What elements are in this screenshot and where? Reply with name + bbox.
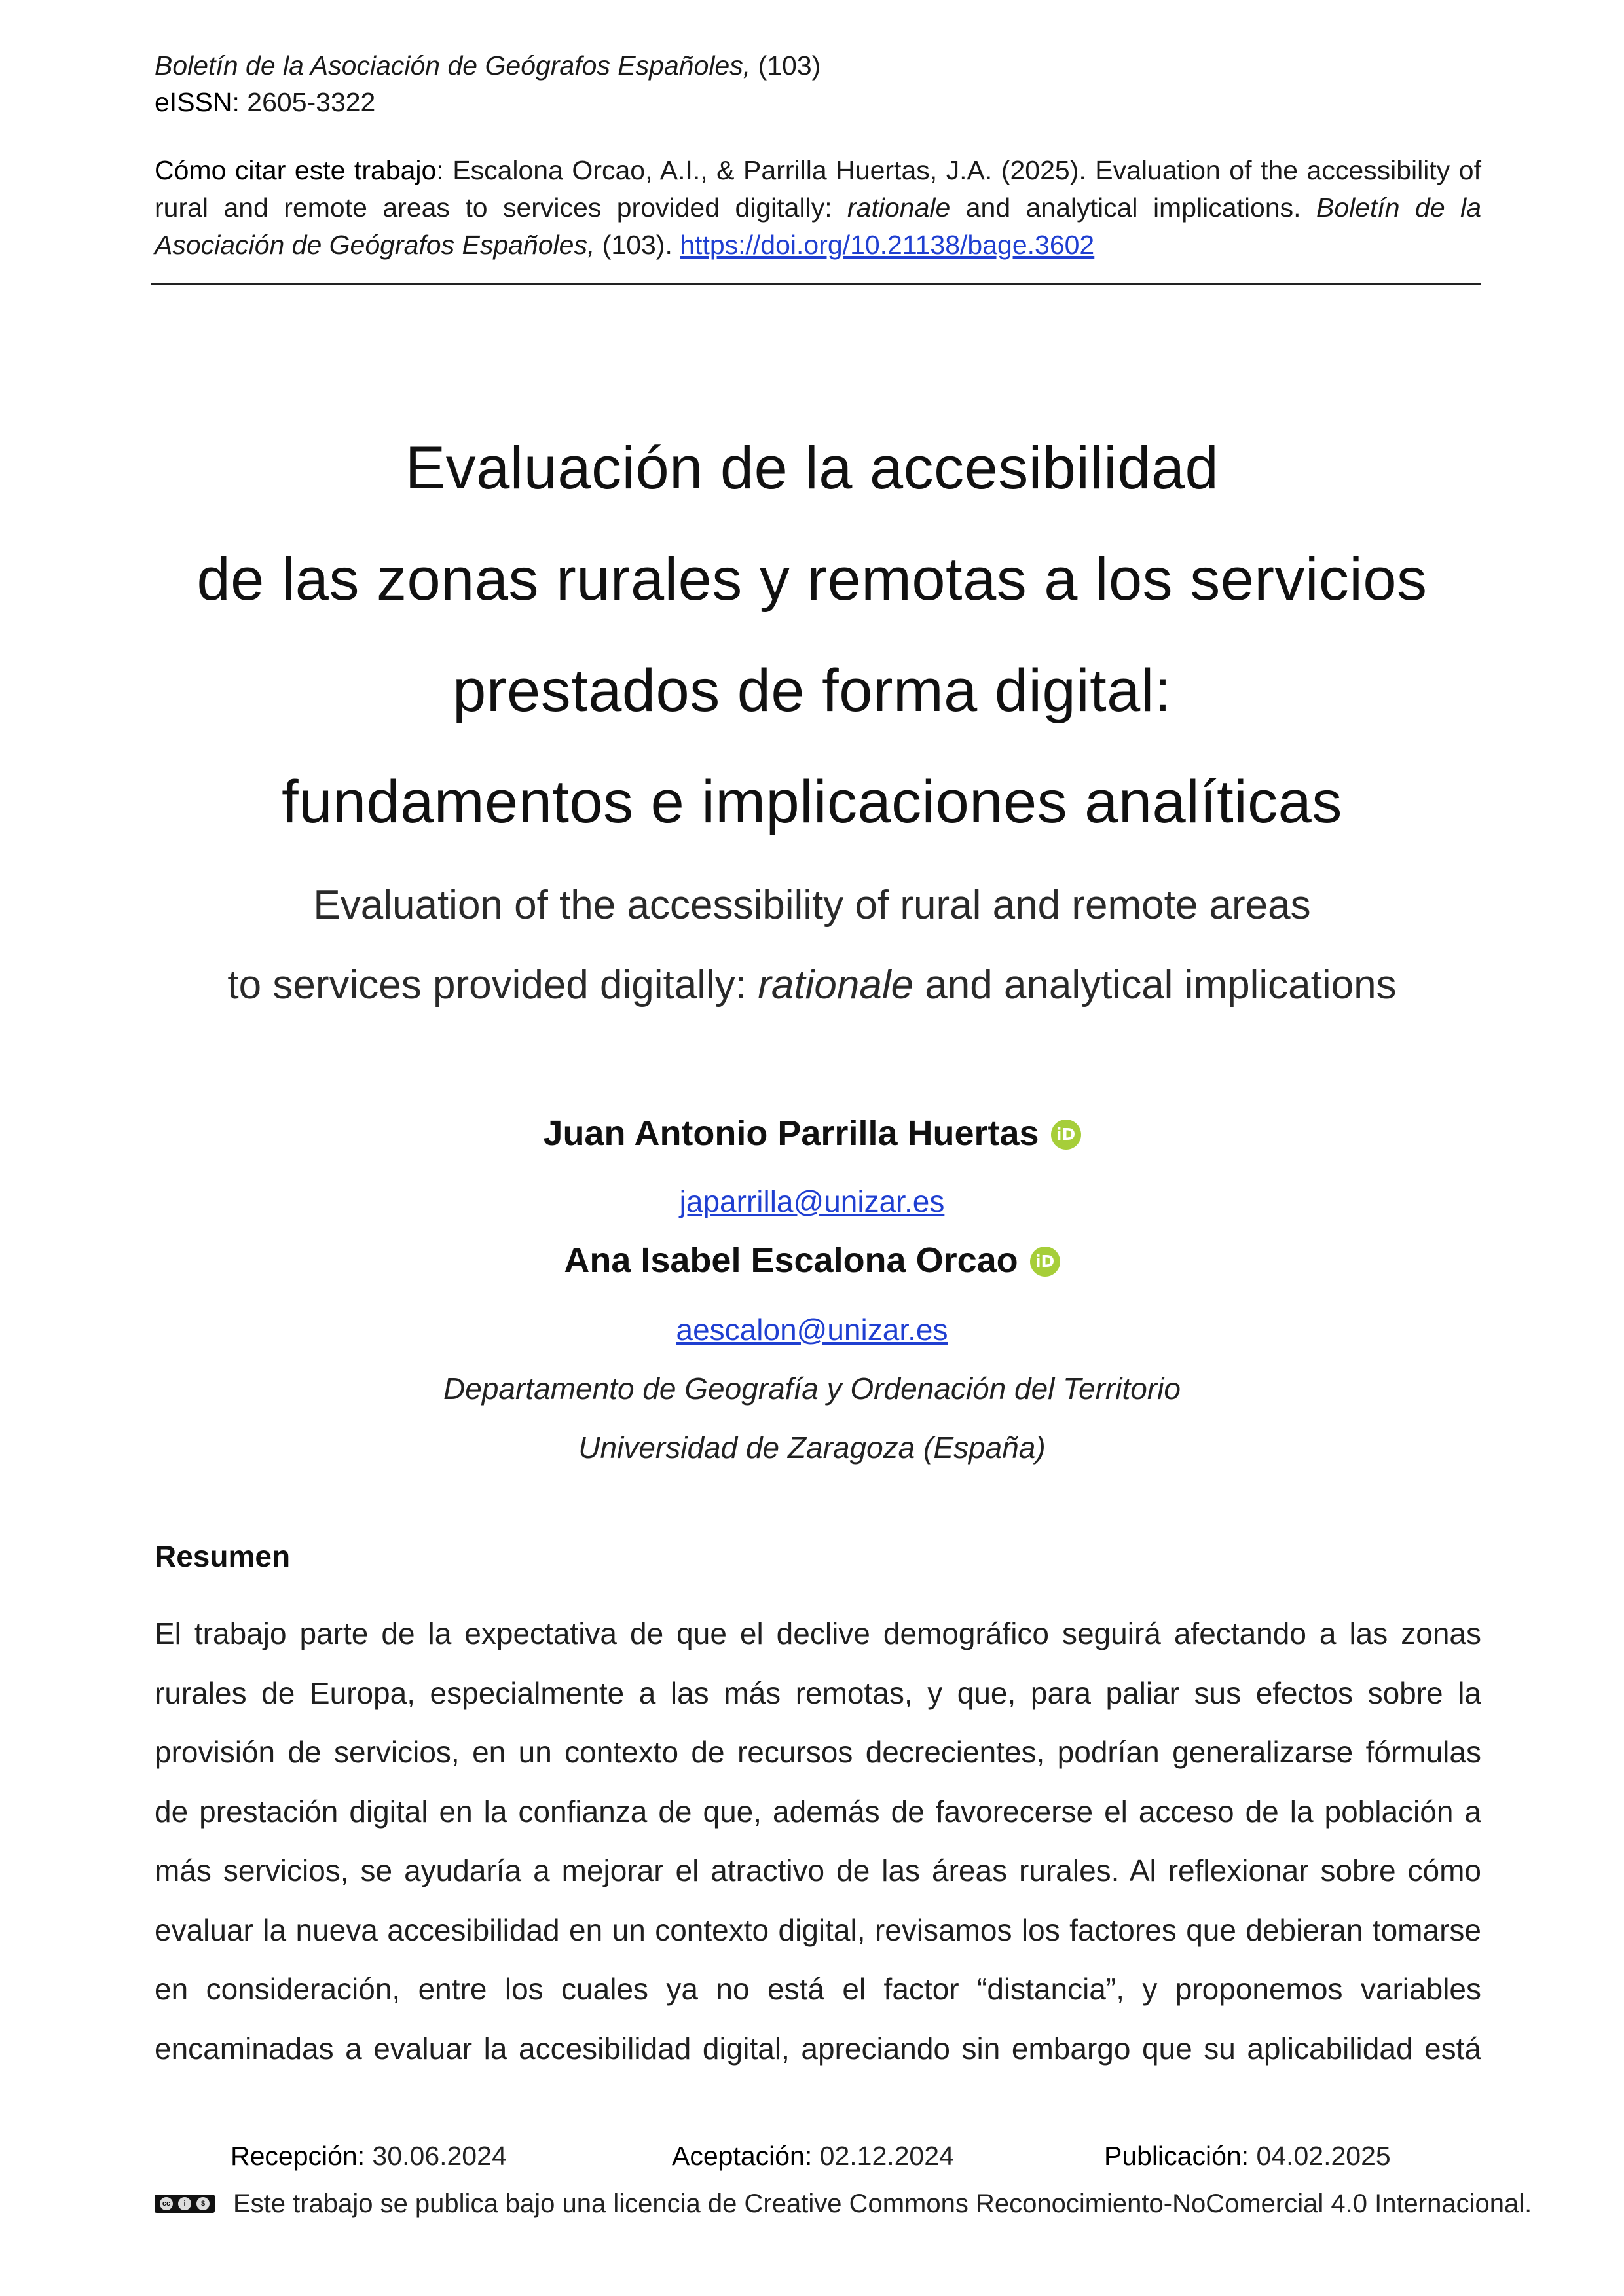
journal-header <box>155 47 1481 84</box>
cc-icon: cc <box>158 2196 174 2212</box>
journal-name: Boletín de la Asociación de Geógrafos Españoles, <box>155 50 751 81</box>
publication-date <box>1104 2141 1391 2172</box>
abstract-body <box>155 1604 1481 2078</box>
author-name-1 <box>0 1113 1624 1154</box>
title-line: prestados de forma digital: <box>452 657 1172 724</box>
citation-block <box>155 152 1481 264</box>
title-line: fundamentos e implicaciones analíticas <box>282 769 1342 835</box>
author-email-1 <box>0 1184 1624 1219</box>
nc-icon: $ <box>195 2196 211 2212</box>
citation-label: Cómo citar este trabajo: <box>155 155 444 185</box>
header-divider <box>151 283 1481 285</box>
reception-date <box>231 2141 507 2172</box>
acceptance-value: 02.12.2024 <box>812 2141 954 2171</box>
affiliation-department: Departamento de Geografía y Ordenación del Territorio <box>443 1372 1181 1406</box>
affiliation-university: Universidad de Zaragoza (España) <box>578 1430 1046 1465</box>
citation-journal: Boletín de la Asociación de Geógrafos Españoles, <box>155 192 1481 260</box>
english-title-part-a: to services provided digitally: <box>227 962 758 1008</box>
doi-link[interactable]: https://doi.org/10.21138/bage.3602 <box>680 230 1095 260</box>
reception-value: 30.06.2024 <box>365 2141 507 2171</box>
title-line: Evaluación de la accesibilidad <box>405 435 1219 501</box>
abstract-heading: Resumen <box>155 1539 291 1573</box>
cc-by-nc-icon[interactable] <box>155 2195 215 2213</box>
english-title-line-1: Evaluation of the accessibility of rural and remote areas <box>313 883 1311 928</box>
issn-line <box>155 84 1481 120</box>
english-title-line-2 <box>131 945 1493 1025</box>
acceptance-label: Aceptación: <box>672 2141 813 2171</box>
issn-label: eISSN: <box>155 87 240 117</box>
abstract-line: más servicios, se ayudaría a mejorar el atractivo de las áreas rurales. Al reflexionar sobre cómo <box>155 1853 1481 1887</box>
citation-text-2: and analytical implications. <box>950 192 1316 223</box>
publication-label: Publicación: <box>1104 2141 1249 2171</box>
author-name: Ana Isabel Escalona Orcao <box>564 1241 1018 1280</box>
publication-value: 04.02.2025 <box>1249 2141 1391 2171</box>
email-link[interactable]: japarrilla@unizar.es <box>679 1184 945 1218</box>
issn-value: 2605-3322 <box>239 87 376 117</box>
abstract-line: rurales de Europa, especialmente a las más remotas, y que, para paliar sus efectos sobre la <box>155 1675 1481 1710</box>
reception-label: Recepción: <box>231 2141 365 2171</box>
english-title <box>131 866 1493 1025</box>
article-title <box>131 412 1493 858</box>
abstract-line: El trabajo parte de la expectativa de que el declive demográfico seguirá afectando a las zonas <box>155 1616 1481 1650</box>
citation-text: Escalona Orcao, A.I., & Parrilla Huertas, J.A. (2025). Evaluation of the accessibility of rural and remote areas to services provided digitally: <box>155 155 1481 223</box>
author-name: Juan Antonio Parrilla Huertas <box>543 1114 1039 1153</box>
english-title-part-b: and analytical implications <box>913 962 1397 1008</box>
abstract-line: en consideración, entre los cuales ya no está el factor “distancia”, y proponemos variables <box>155 1972 1481 2006</box>
orcid-icon[interactable]: iD <box>1030 1247 1060 1277</box>
acceptance-date <box>672 2141 954 2172</box>
author-name-2 <box>0 1240 1624 1281</box>
citation-rationale: rationale <box>847 192 951 223</box>
journal-issue: (103) <box>750 50 821 81</box>
abstract-line: de prestación digital en la confianza de que, además de favorecerse el acceso de la población a <box>155 1794 1481 1829</box>
abstract-line: encaminadas a evaluar la accesibilidad digital, apreciando sin embargo que su aplicabilidad está <box>155 2031 1481 2066</box>
citation-issue: (103). <box>595 230 680 260</box>
english-title-rationale: rationale <box>758 962 914 1008</box>
abstract-line: evaluar la nueva accesibilidad en un contexto digital, revisamos los factores que debieran tomarse <box>155 1912 1481 1947</box>
email-link[interactable]: aescalon@unizar.es <box>676 1313 948 1347</box>
title-line: de las zonas rurales y remotas a los servicios <box>196 546 1428 613</box>
author-email-2 <box>0 1312 1624 1347</box>
abstract-line: provisión de servicios, en un contexto de recursos decrecientes, podrían generalizarse fórmulas <box>155 1735 1481 1769</box>
license-text: Este trabajo se publica bajo una licencia de Creative Commons Reconocimiento-NoComercial 4.0 Internacional. <box>233 2189 1532 2218</box>
by-icon: i <box>177 2196 193 2212</box>
orcid-icon[interactable]: iD <box>1051 1120 1081 1150</box>
